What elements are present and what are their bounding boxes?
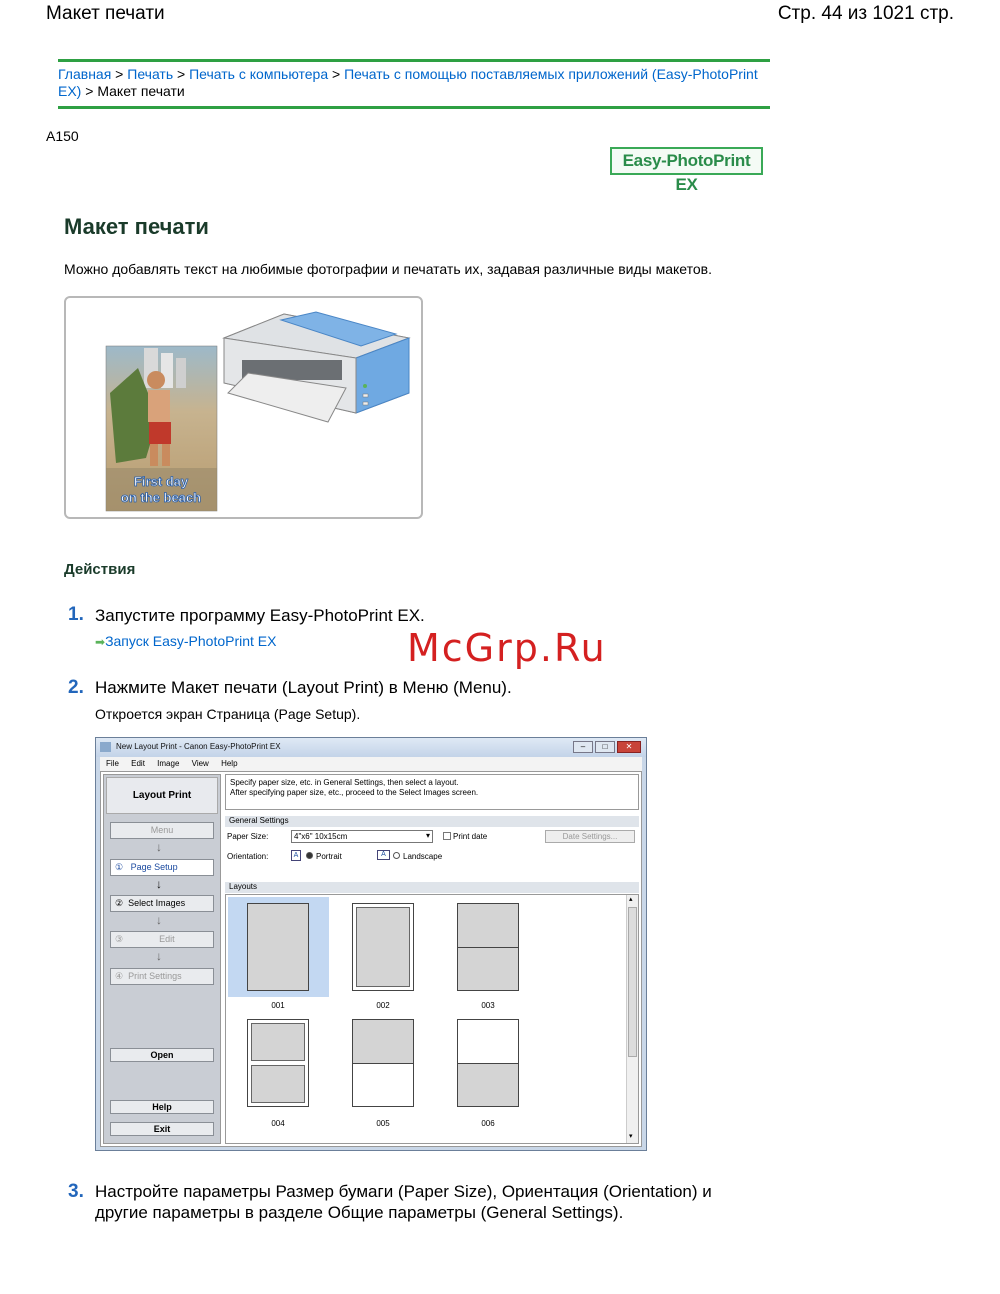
step-3-text-line1: Настройте параметры Размер бумаги (Paper Size), Ориентация (Orientation) и: [95, 1182, 712, 1201]
window-titlebar: [96, 738, 646, 757]
model-label: A150: [46, 128, 79, 144]
bottom-divider: [58, 106, 770, 109]
select-images-label: Select Images: [128, 898, 186, 908]
layout-label: 006: [481, 1119, 495, 1128]
layout-photo-slot: [353, 1020, 413, 1064]
layout-label: 002: [376, 1001, 390, 1010]
portrait-icon: A: [291, 850, 301, 861]
breadcrumb-sep: >: [81, 83, 98, 99]
app-icon: [100, 742, 111, 752]
breadcrumb-current: Макет печати: [97, 83, 185, 99]
print-settings-button[interactable]: [110, 968, 214, 985]
instruction-box: [225, 774, 639, 810]
start-easy-photoprint-link[interactable]: [95, 633, 276, 649]
breadcrumb-sep: >: [111, 66, 128, 82]
layout-photo-slot: [251, 1023, 305, 1061]
breadcrumb-print[interactable]: Печать: [127, 66, 174, 82]
edit-button[interactable]: [110, 931, 214, 948]
layout-divider: [458, 947, 518, 948]
instruction-line2: After specifying paper size, etc., proceed to the Select Images screen.: [230, 788, 479, 797]
scroll-down-icon[interactable]: ▾: [629, 1133, 633, 1140]
page-title: Макет печати: [64, 214, 209, 239]
step-number: ④: [115, 971, 124, 981]
breadcrumb-sep: >: [328, 66, 345, 82]
portrait-radio[interactable]: [306, 852, 313, 859]
landscape-label: Landscape: [403, 852, 443, 861]
portrait-label: Portrait: [316, 852, 342, 861]
window-title: New Layout Print - Canon Easy-PhotoPrint EX: [116, 742, 281, 751]
step-number: ①: [115, 862, 124, 872]
page-setup-label: Page Setup: [130, 862, 178, 872]
arrow-right-icon: ➡: [95, 635, 106, 649]
layouts-header: Layouts: [225, 882, 639, 893]
step-2-text: Нажмите Макет печати (Layout Print) в Меню (Menu).: [95, 678, 512, 697]
paper-size-select[interactable]: [291, 830, 433, 843]
layout-004[interactable]: [228, 1015, 329, 1115]
step-number: ②: [115, 898, 124, 908]
scroll-up-icon[interactable]: ▴: [629, 896, 633, 903]
step-1-text: Запустите программу Easy-PhotoPrint EX.: [95, 606, 425, 625]
page-counter: Стр. 44 из 1021 стр.: [777, 3, 954, 24]
actions-heading: Действия: [64, 561, 136, 578]
layout-006[interactable]: [438, 1015, 539, 1115]
layout-002[interactable]: [333, 897, 434, 997]
layout-photo-slot: [356, 907, 410, 987]
menu-image[interactable]: Image: [157, 759, 180, 768]
layout-thumb: [457, 1019, 519, 1107]
layout-label: 005: [376, 1119, 390, 1128]
breadcrumb: [58, 66, 758, 100]
menu-bar: [100, 757, 642, 771]
date-settings-button[interactable]: Date Settings...: [545, 830, 635, 843]
layout-thumb: [352, 1019, 414, 1107]
layout-photo-slot: [458, 1063, 518, 1106]
breadcrumb-print-apps[interactable]: Печать с помощью поставляемых приложений (Easy-PhotoPrint EX): [58, 66, 758, 99]
layout-005[interactable]: [333, 1015, 434, 1115]
page-setup-button[interactable]: [110, 859, 214, 876]
layout-001[interactable]: [228, 897, 329, 997]
menu-view[interactable]: View: [191, 759, 209, 768]
document-title: Макет печати: [46, 3, 165, 24]
photo-caption-line1: First day: [133, 474, 189, 489]
layout-print-illustration: [64, 296, 423, 519]
exit-button[interactable]: Exit: [110, 1122, 214, 1136]
breadcrumb-sep: >: [173, 66, 190, 82]
easy-photoprint-logo: Easy-PhotoPrint EX: [610, 147, 763, 175]
layouts-scrollbar[interactable]: [626, 895, 638, 1143]
general-settings-header: General Settings: [225, 816, 639, 827]
layout-003[interactable]: [438, 897, 539, 997]
help-button[interactable]: Help: [110, 1100, 214, 1114]
layout-photo-slot: [251, 1065, 305, 1103]
step-3-text-line2: другие параметры в разделе Общие параметры (General Settings).: [95, 1203, 624, 1222]
breadcrumb-print-from-computer[interactable]: Печать с компьютера: [189, 66, 329, 82]
layouts-grid: [225, 894, 639, 1144]
app-window-screenshot: [95, 737, 647, 1151]
print-date-label: Print date: [453, 832, 488, 841]
close-icon[interactable]: ✕: [617, 741, 641, 753]
menu-button[interactable]: Menu: [110, 822, 214, 839]
menu-file[interactable]: File: [106, 759, 119, 768]
paper-size-label: Paper Size:: [227, 832, 269, 841]
select-images-button[interactable]: [110, 895, 214, 912]
step-1-number: 1.: [68, 604, 84, 625]
down-arrow-icon: ↓: [156, 913, 162, 927]
layout-label: 004: [271, 1119, 285, 1128]
layout-thumb: [247, 903, 309, 991]
intro-text: Можно добавлять текст на любимые фотографии и печатать их, задавая различные виды макетов.: [64, 261, 712, 277]
paper-size-value: 4"x6" 10x15cm: [294, 832, 348, 841]
left-panel: [103, 774, 221, 1144]
edit-label: Edit: [159, 934, 175, 944]
top-divider: [58, 59, 770, 62]
instruction-line1: Specify paper size, etc. in General Settings, then select a layout.: [230, 778, 459, 787]
landscape-radio[interactable]: [393, 852, 400, 859]
orientation-label: Orientation:: [227, 852, 269, 861]
print-settings-label: Print Settings: [128, 971, 182, 981]
scrollbar-thumb[interactable]: [628, 907, 637, 1057]
step-2-number: 2.: [68, 677, 84, 698]
layout-label: 003: [481, 1001, 495, 1010]
breadcrumb-home[interactable]: Главная: [58, 66, 112, 82]
down-arrow-icon: ↓: [156, 877, 162, 891]
open-button[interactable]: Open: [110, 1048, 214, 1062]
watermark: McGrp.Ru: [407, 626, 607, 670]
menu-edit[interactable]: Edit: [131, 759, 145, 768]
photo-and-printer-image: [66, 298, 421, 517]
landscape-icon: A: [377, 850, 390, 860]
photo-caption-line2: on the beach: [120, 490, 202, 505]
menu-help[interactable]: Help: [221, 759, 238, 768]
layout-thumb: [457, 903, 519, 991]
window-content: [100, 771, 642, 1147]
layout-label: 001: [271, 1001, 285, 1010]
down-arrow-icon: ↓: [156, 840, 162, 854]
chevron-down-icon: ▾: [425, 831, 430, 840]
step-3-number: 3.: [68, 1181, 84, 1202]
step-number: ③: [115, 934, 124, 944]
maximize-icon[interactable]: □: [595, 741, 615, 753]
step-2-subtext: Откроется экран Страница (Page Setup).: [95, 706, 361, 722]
layout-thumb: [352, 903, 414, 991]
minimize-icon[interactable]: –: [573, 741, 593, 753]
layout-thumb: [247, 1019, 309, 1107]
layout-print-header: Layout Print: [106, 777, 218, 814]
link-label: Запуск Easy-PhotoPrint EX: [105, 633, 277, 649]
down-arrow-icon: ↓: [156, 949, 162, 963]
print-date-checkbox[interactable]: [443, 832, 451, 840]
